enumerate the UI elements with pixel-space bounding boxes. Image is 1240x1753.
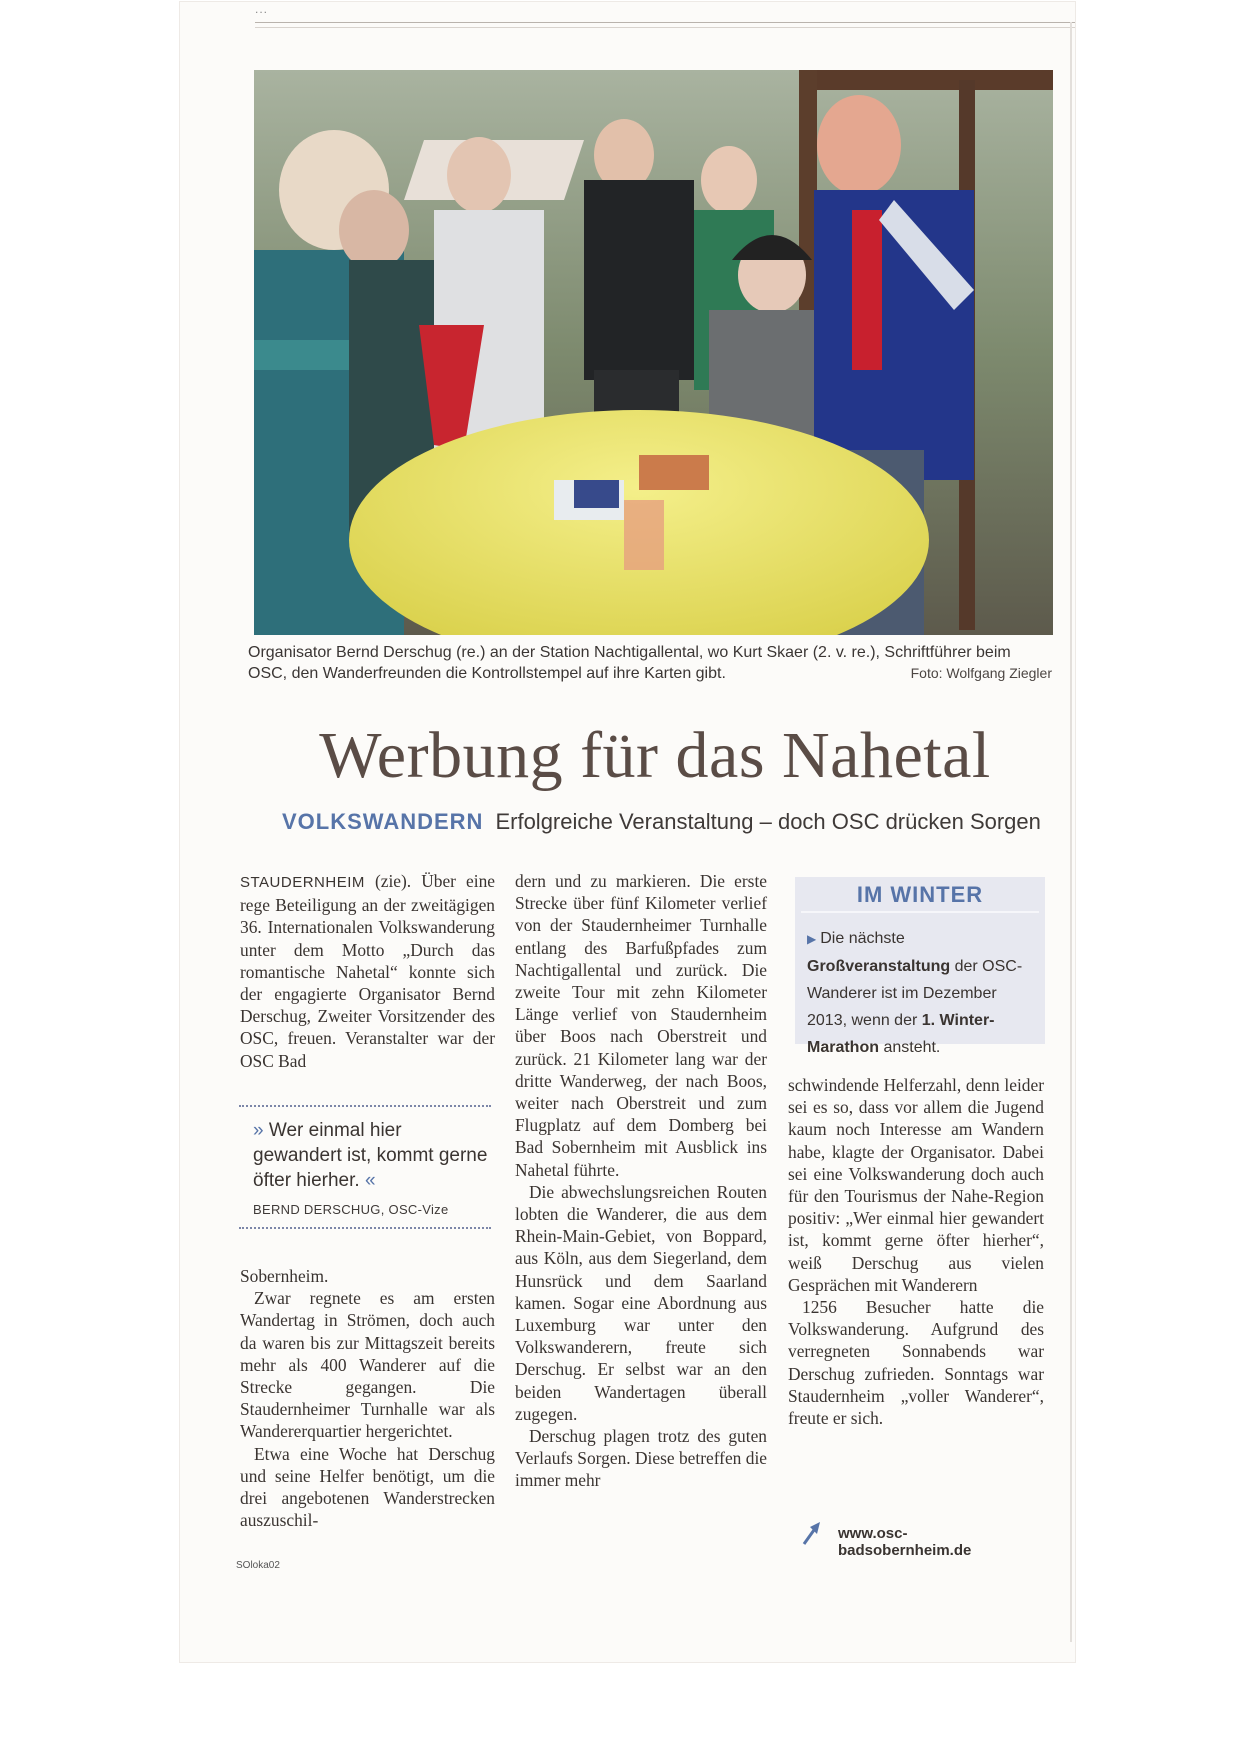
quote-author: BERND DERSCHUG, OSC-Vize xyxy=(253,1202,449,1217)
paragraph: Etwa eine Woche hat Derschug und seine Helfer benötigt, um die drei angebotenen Wanderstrecken auszuschil- xyxy=(240,1443,495,1531)
paragraph: 1256 Besucher hatte die Volkswanderung. Aufgrund des verregneten Sonnabends war Derschug zufrieden. Sonntags war Staudernheim „voller Wanderer“, freute er sich. xyxy=(788,1297,1044,1429)
headline: Werbung für das Nahetal xyxy=(319,719,991,792)
quote-text: » Wer einmal hier gewandert ist, kommt gerne öfter hierher. « xyxy=(253,1120,488,1191)
info-box-text: ▶ Die nächste Großveranstaltung der OSC-Wanderer ist im Dezember 2013, wenn der 1. Winter-Marathon ansteht. xyxy=(807,930,1023,1056)
triangle-bullet-icon: ▶ xyxy=(807,932,817,946)
clipping-edge xyxy=(1070,22,1072,1642)
paragraph: Zwar regnete es am ersten Wandertag in Strömen, doch auch da waren bis zur Mittagszeit bereits mehr als 400 Wanderer auf die Strecke gegangen. Die Staudernheimer Turnhalle war als Wandererquartier hergerichtet. xyxy=(240,1288,495,1442)
paragraph: STAUDERNHEIM (zie). Über eine rege Beteiligung an der zweitägigen 36. Internationalen Volkswanderung unter dem Motto „Durch das romantische Nahetal“ konnte sich der engagierte Organisator Bernd Derschug, Zweiter Vorsitzender des OSC, freuen. Veranstalter war der OSC Bad xyxy=(240,871,495,1071)
pull-quote xyxy=(239,1105,491,1229)
article-column-3 xyxy=(788,1074,1044,1429)
website-url[interactable]: www.osc-badsobernheim.de xyxy=(838,1525,972,1559)
top-rule xyxy=(255,27,1075,28)
website-link[interactable] xyxy=(800,1518,1040,1559)
subheadline xyxy=(282,808,1062,836)
paragraph: schwindende Helferzahl, denn leider sei es so, dass vor allem die Jugend kaum noch Interesse am Wandern habe, klagte der Organisator. Dabei sei eine Volkswanderung doch auch für den Tourismus der Nahe-Region positiv: „Wer einmal hier gewandert ist, kommt gerne öfter hierher“, weiß Derschug aus vielen Gesprächen mit Wanderern xyxy=(788,1075,1044,1295)
header-fragment: ... xyxy=(255,2,269,16)
info-box-title: IM WINTER xyxy=(856,882,984,907)
photo-caption xyxy=(248,642,1052,684)
page-code: SOloka02 xyxy=(236,1560,280,1571)
caption-text: Organisator Bernd Derschug (re.) an der Station Nachtigallental, wo Kurt Skaer (2. v. re.), Schriftführer beim OSC, den Wanderfreunden die Kontrollstempel auf ihre Karten gibt. xyxy=(248,644,1011,682)
paragraph: Sobernheim. xyxy=(240,1266,329,1286)
paragraph: dern und zu markieren. Die erste Strecke über fünf Kilometer verlief von der Staudernheimer Turnhalle entlang des Barfußpfades zum Nachtigallental und zurück. Die zweite Tour mit zehn Kilometer Länge verlief von Staudernheim über Boos nach Oberstreit und zurück. 21 Kilometer lang war der dritte Wanderweg, der nach Boos, weiter nach Oberstreit und zum Flugplatz auf dem Domberg bei Bad Sobernheim mit Ausblick ins Nahetal führte. xyxy=(515,871,767,1180)
section-kicker: VOLKSWANDERN xyxy=(282,809,484,834)
article-photo xyxy=(254,70,1053,635)
paragraph: Die abwechslungsreichen Routen lobten die Wanderer, die aus dem Rhein-Main-Gebiet, von Boppard, aus Köln, aus dem Siegerland, dem Hunsrück und dem Saarland kamen. Sogar eine Abordnung aus Luxemburg war unter den Volkswanderern, freute sich Derschug. Er selbst war an den beiden Wandertagen überall zugegen. xyxy=(515,1181,767,1424)
photo-credit: Foto: Wolfgang Ziegler xyxy=(910,665,1052,681)
dateline: STAUDERNHEIM xyxy=(240,874,365,891)
subheadline-text: Erfolgreiche Veranstaltung – doch OSC drücken Sorgen xyxy=(495,809,1041,834)
clipping-header xyxy=(255,0,1075,23)
article-column-1 xyxy=(240,870,495,1072)
arrow-link-icon xyxy=(800,1518,824,1548)
info-box xyxy=(795,877,1045,1056)
article-column-2 xyxy=(515,870,767,1492)
article-column-1-continued xyxy=(240,1265,495,1531)
paragraph: Derschug plagen trotz des guten Verlaufs Sorgen. Diese betreffen die immer mehr xyxy=(515,1426,767,1491)
